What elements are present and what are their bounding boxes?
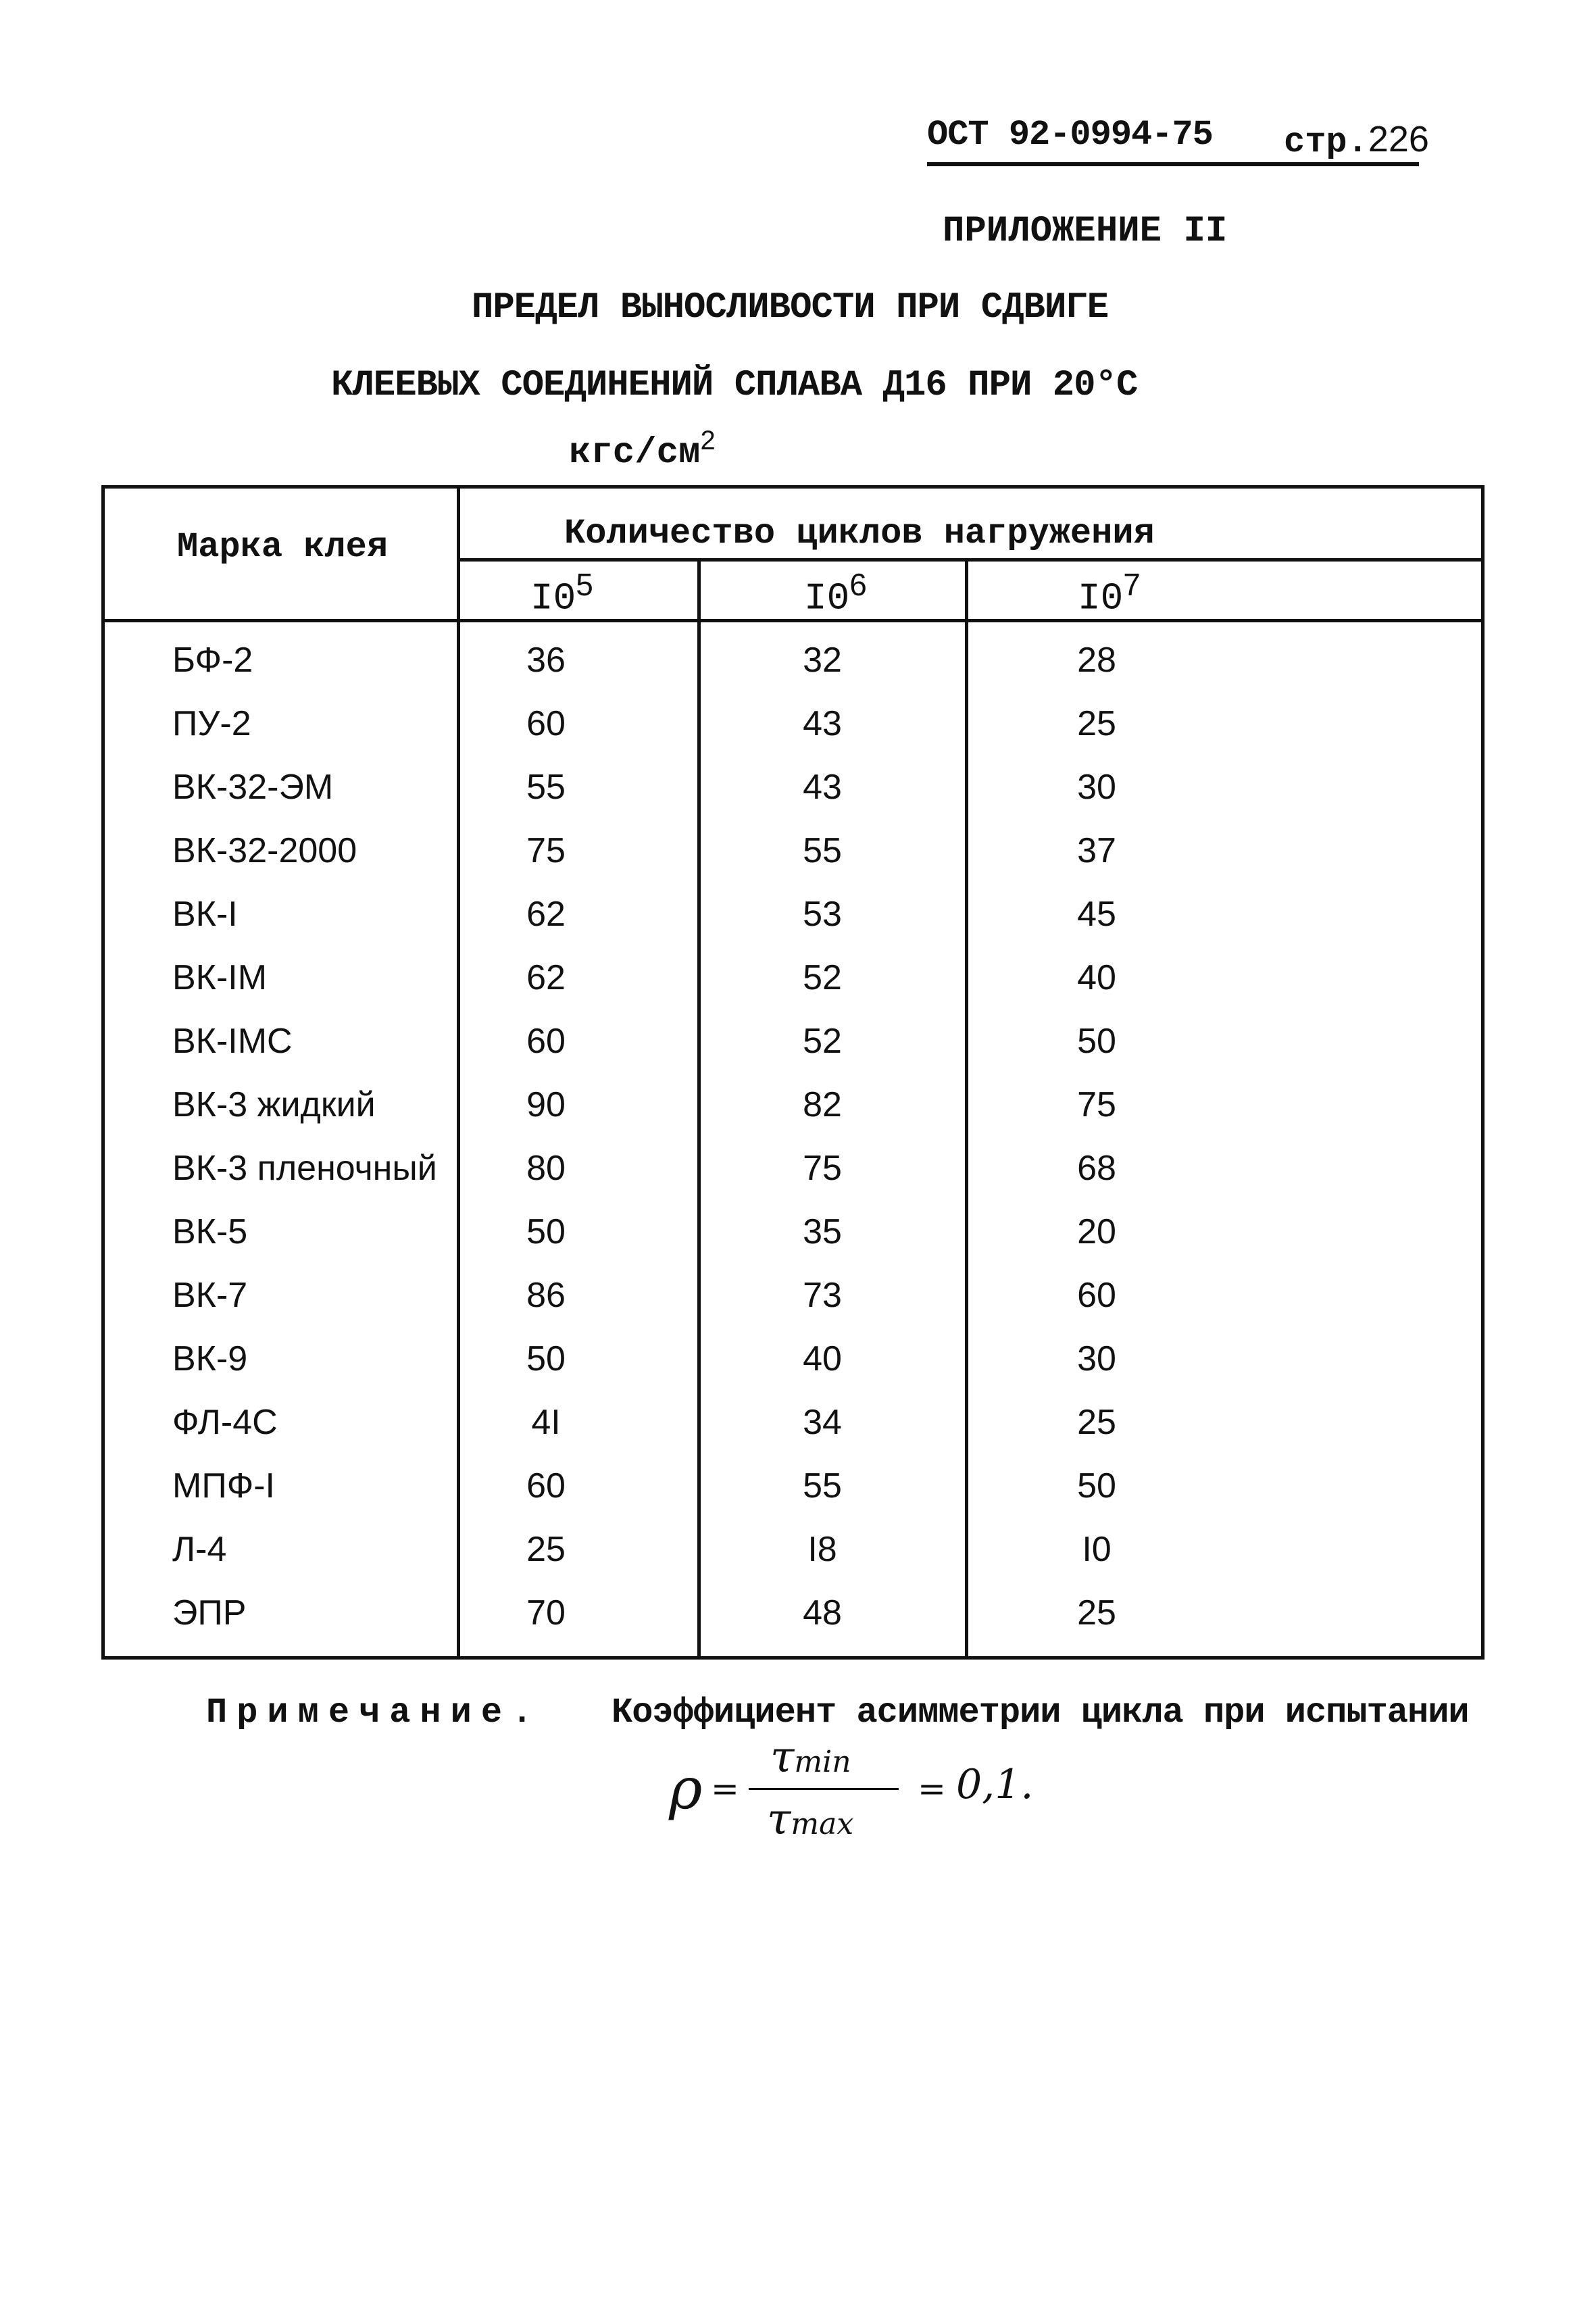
formula-tau: τ xyxy=(767,1795,791,1845)
value-1e6: 75 xyxy=(803,1149,842,1188)
col-header-power-7 xyxy=(1078,566,1141,620)
table-header-rule xyxy=(101,619,1485,622)
formula-equals: = xyxy=(711,1769,739,1808)
formula-sub-min: min xyxy=(794,1745,851,1779)
value-1e6: 82 xyxy=(803,1085,842,1124)
table-row xyxy=(0,1518,1596,1581)
value-1e5: 90 xyxy=(526,1085,566,1124)
table-row xyxy=(0,1454,1596,1518)
formula-denominator xyxy=(767,1795,853,1845)
adhesive-name: ВК-5 xyxy=(172,1212,248,1251)
value-1e6: 53 xyxy=(803,895,842,934)
formula-sub-max: max xyxy=(791,1807,854,1841)
value-1e6: 43 xyxy=(803,704,842,743)
adhesive-name: ФЛ-4С xyxy=(172,1403,278,1442)
adhesive-name: ВК-32-ЭМ xyxy=(172,768,334,807)
table-row xyxy=(0,1581,1596,1645)
value-1e7: 68 xyxy=(1077,1149,1116,1188)
table-row xyxy=(0,1264,1596,1327)
adhesive-name: ВК-9 xyxy=(172,1339,248,1378)
value-1e6: 35 xyxy=(803,1212,842,1251)
value-1e5: 36 xyxy=(526,641,566,680)
value-1e5: 50 xyxy=(526,1339,566,1378)
adhesive-name: Л-4 xyxy=(172,1530,227,1569)
formula-equals: = xyxy=(918,1769,946,1808)
col-header-cycles: Количество циклов нагружения xyxy=(564,514,1155,553)
value-1e6: I8 xyxy=(807,1530,837,1569)
value-1e6: 32 xyxy=(803,641,842,680)
value-1e7: 25 xyxy=(1077,1403,1116,1442)
power-base: I0 xyxy=(804,576,850,620)
value-1e7: 30 xyxy=(1077,1339,1116,1378)
power-exp: 5 xyxy=(576,567,593,602)
value-1e5: 86 xyxy=(526,1276,566,1315)
asymmetry-formula xyxy=(669,1733,1047,1851)
table-divider xyxy=(457,558,1485,562)
table-row xyxy=(0,819,1596,882)
adhesive-name: ВК-32-2000 xyxy=(172,831,357,870)
value-1e6: 43 xyxy=(803,768,842,807)
value-1e7: 28 xyxy=(1077,641,1116,680)
value-1e7: 30 xyxy=(1077,768,1116,807)
value-1e5: 60 xyxy=(526,704,566,743)
units-label xyxy=(569,426,716,474)
table-row xyxy=(0,1010,1596,1073)
power-base: I0 xyxy=(1078,576,1124,620)
adhesive-name: ВК-3 пленочный xyxy=(172,1149,437,1188)
units-base: кгс/см xyxy=(569,432,701,474)
value-1e5: 62 xyxy=(526,895,566,934)
value-1e7: 50 xyxy=(1077,1466,1116,1505)
value-1e6: 34 xyxy=(803,1403,842,1442)
formula-result: 0,1. xyxy=(956,1761,1034,1808)
table-row xyxy=(0,1327,1596,1391)
appendix-label: ПРИЛОЖЕНИЕ II xyxy=(943,211,1228,252)
value-1e6: 55 xyxy=(803,1466,842,1505)
value-1e6: 48 xyxy=(803,1593,842,1633)
adhesive-name: МПФ-I xyxy=(172,1466,275,1505)
value-1e6: 40 xyxy=(803,1339,842,1378)
value-1e5: 4I xyxy=(531,1403,561,1442)
table-row xyxy=(0,882,1596,946)
value-1e7: 60 xyxy=(1077,1276,1116,1315)
units-exponent: 2 xyxy=(700,426,716,455)
header-underline xyxy=(927,162,1419,166)
value-1e6: 52 xyxy=(803,958,842,997)
table-row xyxy=(0,946,1596,1010)
table-row xyxy=(0,1073,1596,1137)
value-1e7: 75 xyxy=(1077,1085,1116,1124)
value-1e5: 55 xyxy=(526,768,566,807)
power-exp: 7 xyxy=(1123,567,1141,602)
table-row xyxy=(0,628,1596,692)
value-1e5: 60 xyxy=(526,1466,566,1505)
adhesive-name: ПУ-2 xyxy=(172,704,251,743)
adhesive-name: ВК-3 жидкий xyxy=(172,1085,376,1124)
col-header-adhesive: Марка клея xyxy=(177,527,389,567)
adhesive-name: ВК-IМС xyxy=(172,1022,293,1061)
formula-tau: τ xyxy=(770,1733,795,1783)
adhesive-name: ВК-I xyxy=(172,895,238,934)
adhesive-name: ВК-IМ xyxy=(172,958,268,997)
value-1e6: 52 xyxy=(803,1022,842,1061)
value-1e7: 25 xyxy=(1077,704,1116,743)
page-number-value: 226 xyxy=(1368,119,1429,159)
value-1e5: 50 xyxy=(526,1212,566,1251)
value-1e5: 60 xyxy=(526,1022,566,1061)
document-code: ОСТ 92-0994-75 xyxy=(927,115,1213,155)
table-row xyxy=(0,1137,1596,1200)
value-1e6: 55 xyxy=(803,831,842,870)
title-line-1: ПРЕДЕЛ ВЫНОСЛИВОСТИ ПРИ СДВИГЕ xyxy=(472,287,1109,328)
value-1e7: 37 xyxy=(1077,831,1116,870)
value-1e7: 40 xyxy=(1077,958,1116,997)
table-row xyxy=(0,755,1596,819)
note-label: Примечание. xyxy=(206,1693,543,1733)
table-row xyxy=(0,692,1596,755)
table-row xyxy=(0,1391,1596,1454)
value-1e7: 20 xyxy=(1077,1212,1116,1251)
value-1e7: 50 xyxy=(1077,1022,1116,1061)
adhesive-name: ВК-7 xyxy=(172,1276,248,1315)
page-number xyxy=(1284,118,1429,162)
formula-rho: ρ xyxy=(669,1756,703,1822)
power-exp: 6 xyxy=(849,567,867,602)
power-base: I0 xyxy=(530,576,576,620)
value-1e7: I0 xyxy=(1082,1530,1112,1569)
table-row xyxy=(0,1200,1596,1264)
adhesive-name: ЭПР xyxy=(172,1593,247,1633)
formula-numerator xyxy=(770,1733,851,1783)
note-text: Коэффициент асимметрии цикла при испытании xyxy=(612,1693,1469,1733)
col-header-power-5 xyxy=(530,566,593,620)
value-1e5: 62 xyxy=(526,958,566,997)
value-1e5: 75 xyxy=(526,831,566,870)
value-1e7: 45 xyxy=(1077,895,1116,934)
page-prefix: стр. xyxy=(1284,122,1368,162)
value-1e5: 25 xyxy=(526,1530,566,1569)
col-header-power-6 xyxy=(804,566,867,620)
value-1e6: 73 xyxy=(803,1276,842,1315)
value-1e5: 70 xyxy=(526,1593,566,1633)
value-1e5: 80 xyxy=(526,1149,566,1188)
adhesive-name: БФ-2 xyxy=(172,641,253,680)
fraction-bar xyxy=(749,1788,899,1790)
value-1e7: 25 xyxy=(1077,1593,1116,1633)
title-line-2: КЛЕЕВЫХ СОЕДИНЕНИЙ СПЛАВА Д16 ПРИ 20°С xyxy=(331,365,1138,406)
